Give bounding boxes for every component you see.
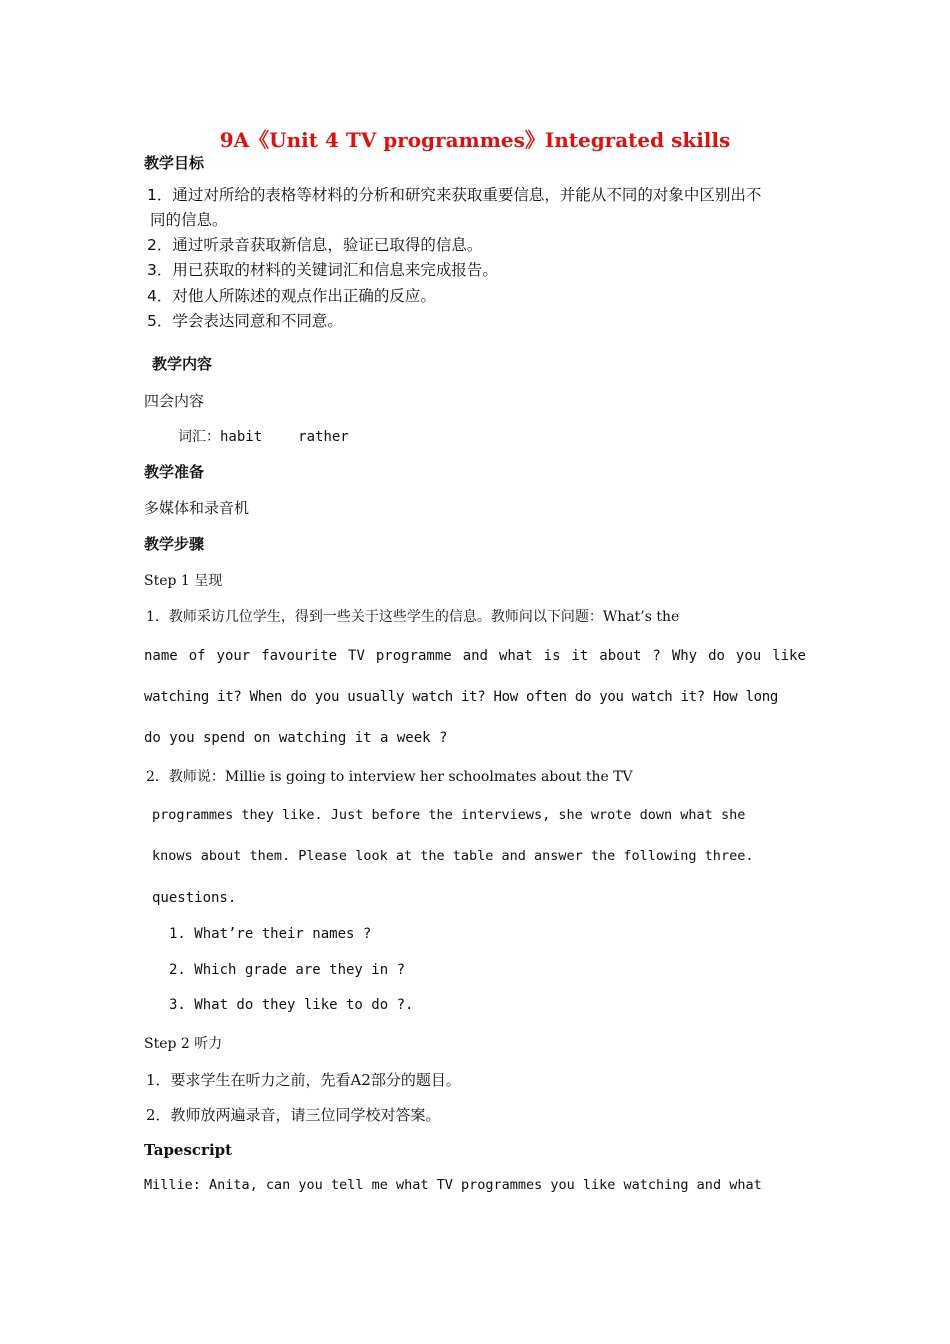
step1-item2-line: knows about them. Please look at the table and answer the following three. — [152, 848, 754, 864]
step1-item2-line: programmes they like. Just before the interviews, she wrote down what she — [152, 807, 746, 823]
question-item: 1. What’re their names ? — [169, 926, 372, 942]
vocab-label: 词汇： — [178, 429, 220, 445]
word: what — [498, 648, 533, 664]
vocab-word: habit — [220, 429, 263, 445]
step1-item2-line: questions. — [152, 890, 237, 906]
question-item: 2. Which grade are they in ? — [169, 962, 406, 978]
objective-item: 同的信息。 — [150, 211, 228, 229]
word: ? — [652, 648, 661, 664]
document-title: 9A《Unit 4 TV programmes》Integrated skills — [219, 128, 731, 152]
word: favourite — [261, 648, 338, 664]
word: TV — [348, 648, 365, 664]
word: it — [571, 648, 589, 664]
word: of — [188, 648, 206, 664]
step2-item: 2．教师放两遍录音，请三位同学校对答案。 — [146, 1106, 441, 1124]
objective-item: 1．通过对所给的表格等材料的分析和研究来获取重要信息，并能从不同的对象中区别出不 — [147, 186, 762, 204]
question-item: 3. What do they like to do ?. — [169, 997, 414, 1013]
steps-heading: 教学步骤 — [144, 535, 205, 553]
word: Why — [671, 648, 698, 664]
word: your — [216, 648, 251, 664]
tapescript-heading: Tapescript — [144, 1141, 233, 1159]
step1-item1-line — [144, 648, 806, 664]
step2-label: Step 2 听力 — [144, 1036, 223, 1052]
word: do — [708, 648, 725, 664]
step1-item1-line: watching it? When do you usually watch it? How often do you watch it? How long — [144, 689, 779, 705]
step1-item2-line: 2．教师说：Millie is going to interview her schoolmates about the TV — [146, 769, 633, 785]
word: programme — [375, 648, 452, 664]
step2-item: 1．要求学生在听力之前，先看A2部分的题目。 — [146, 1071, 461, 1089]
objective-item: 3．用已获取的材料的关键词汇和信息来完成报告。 — [147, 261, 498, 279]
word: you — [735, 648, 762, 664]
preparation-text: 多媒体和录音机 — [144, 499, 250, 517]
vocab-word: rather — [298, 429, 349, 445]
content-heading: 教学内容 — [152, 355, 213, 373]
step1-item1-line: 1．教师采访几位学生，得到一些关于这些学生的信息。教师问以下问题：What’s the — [146, 609, 680, 625]
tapescript-line: Millie: Anita, can you tell me what TV programmes you like watching and what — [144, 1177, 762, 1193]
word: and — [462, 648, 488, 664]
step1-item1-line: do you spend on watching it a week ? — [144, 730, 448, 746]
vocab-line — [178, 426, 349, 446]
preparation-heading: 教学准备 — [144, 463, 205, 481]
objective-item: 4．对他人所陈述的观点作出正确的反应。 — [147, 287, 436, 305]
word: like — [772, 648, 806, 664]
objective-item: 2．通过听录音获取新信息，验证已取得的信息。 — [147, 236, 483, 254]
content-sub: 四会内容 — [144, 392, 205, 410]
word: is — [543, 648, 561, 664]
word: about — [599, 648, 642, 664]
step1-label: Step 1 呈现 — [144, 573, 223, 589]
word: name — [144, 648, 178, 664]
objective-item: 5．学会表达同意和不同意。 — [147, 312, 343, 330]
objectives-heading: 教学目标 — [144, 154, 205, 172]
